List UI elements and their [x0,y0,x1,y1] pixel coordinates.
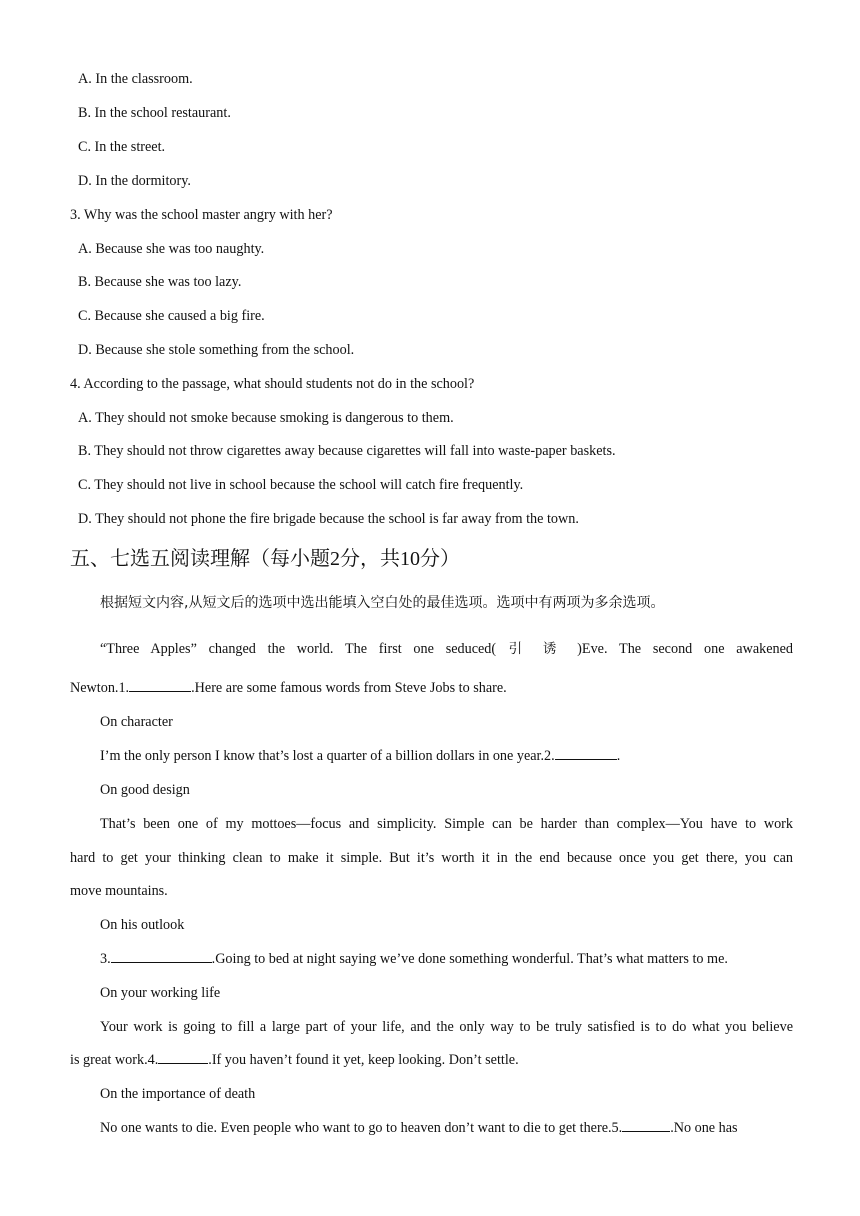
subheading-death: On the importance of death [100,1086,256,1102]
p1-text-c: Newton.1. [70,680,130,696]
p1-text-d: .Here are some famous words from Steve Jobs to share. [191,680,507,696]
blank-4[interactable] [158,1051,208,1064]
subheading-character: On character [100,714,173,730]
heading-text-mid: 分，共 [340,546,400,570]
p6-left [100,1119,738,1137]
q4-option-a: A. They should not smoke because smoking is dangerous to them. [78,410,454,426]
q2-option-d: D. In the dormitory. [78,173,191,189]
section-instruction: 根据短文内容,从短文后的选项中选出能填入空白处的最佳选项。选项中有两项为多余选项。 [100,595,665,611]
p2-text-a: I’m the only person I know that’s lost a quarter of a billion dollars in one year.2. [100,748,555,764]
blank-2[interactable] [555,747,617,760]
q3-option-c: C. Because she caused a big fire. [78,308,265,324]
blank-3[interactable] [111,950,212,963]
section-heading [70,545,460,572]
passage-para-5-line-1: Your work is going to fill a large part of your life, and the only way to be truly satisfied is to do what you believe [100,1019,793,1035]
passage-para-4 [100,950,728,968]
p4-text-a: 3. [100,951,111,967]
q4-option-c: C. They should not live in school because the school will catch fire frequently. [78,477,524,493]
p5-text-b: .If you haven’t found it yet, keep looking. Don’t settle. [208,1052,519,1068]
p4-text-b: .Going to bed at night saying we’ve done something wonderful. That’s what matters to me. [211,951,728,967]
p2-text-b: . [616,748,621,764]
heading-points-total: 10 [400,548,420,570]
passage-para-1-line-1 [100,640,793,658]
p1-text-a: “Three Apples” changed the world. The first one seduced( [100,641,497,657]
passage-para-3-line-1: That’s been one of my mottoes—focus and simplicity. Simple can be harder than complex—You have to work [100,816,793,832]
q4-option-d: D. They should not phone the fire brigade because the school is far away from the town. [78,511,579,527]
q2-option-b: B. In the school restaurant. [78,105,231,121]
p1-gloss: 引 诱 [496,641,578,657]
subheading-outlook: On his outlook [100,917,185,933]
subheading-good-design: On good design [100,782,190,798]
passage-para-3-line-2: hard to get your thinking clean to make it simple. But it’s worth it in the end because once you get there, you can [70,850,793,866]
q3-option-b: B. Because she was too lazy. [78,274,242,290]
question-3: 3. Why was the school master angry with her? [70,207,333,223]
blank-1[interactable] [129,679,191,692]
passage-para-6 [100,1119,793,1137]
q3-option-d: D. Because she stole something from the school. [78,342,355,358]
subheading-working-life: On your working life [100,985,221,1001]
p6-text-a: No one wants to die. Even people who want to go to heaven don’t want to die to get there.5. [100,1120,623,1136]
heading-text-pre: 五、七选五阅读理解（每小题 [70,546,330,570]
p5-text-a: is great work.4. [70,1052,159,1068]
passage-para-3-line-3: move mountains. [70,883,168,899]
passage-para-2 [100,747,620,765]
p1-text-b: )Eve. The second one awakened [577,641,794,657]
q4-option-b: B. They should not throw cigarettes away because cigarettes will fall into waste-paper baskets. [78,443,616,459]
blank-5[interactable] [622,1119,670,1132]
q2-option-c: C. In the street. [78,139,166,155]
passage-para-1-line-2 [70,679,507,697]
p6-text-b: .No one has [670,1120,738,1136]
passage-para-5-line-2 [70,1051,519,1069]
heading-points-each: 2 [330,548,340,570]
q2-option-a: A. In the classroom. [78,71,193,87]
heading-text-post: 分） [420,546,460,570]
question-4: 4. According to the passage, what should students not do in the school? [70,376,475,392]
q3-option-a: A. Because she was too naughty. [78,241,265,257]
